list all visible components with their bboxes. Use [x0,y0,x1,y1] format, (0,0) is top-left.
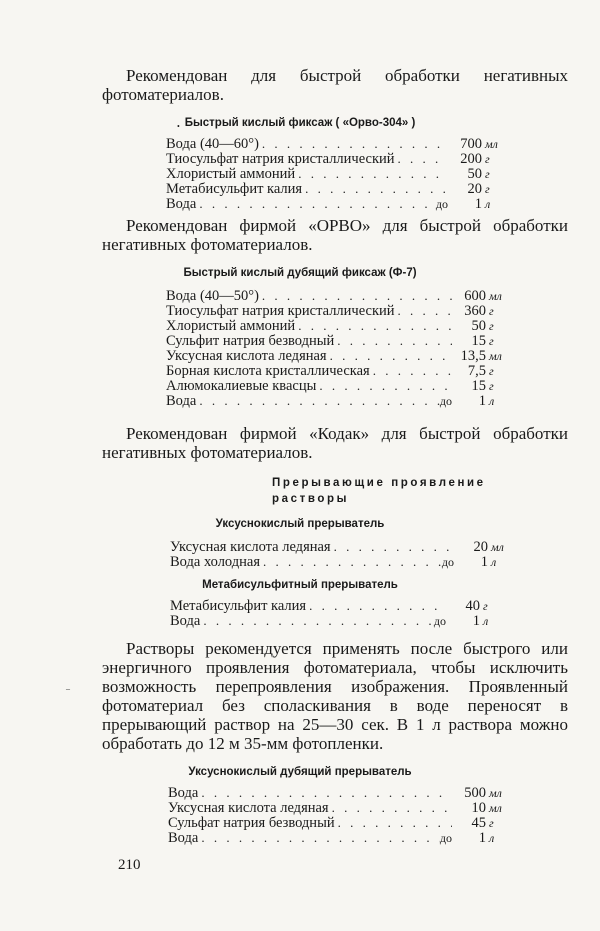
leader-dots [395,303,452,318]
ingredient-unit: г [485,182,490,196]
ingredient-amount: 1 [480,554,488,570]
heading-acetic-hardening-stop-bath: Уксуснокислый дубящий прерыватель [188,766,412,778]
section-title-line-2: растворы [272,493,350,505]
ingredient-name: Уксусная кислота ледяная [168,800,329,816]
recipe-row [168,815,506,830]
leader-dots [259,136,448,151]
ingredient-unit: г [489,364,494,378]
ingredient-unit: мл [489,289,502,303]
ingredient-amount: 50 [471,318,486,334]
ingredient-name: Уксусная кислота ледяная [166,348,327,364]
ingredient-amount: 1 [472,613,480,629]
ingredient-amount: 1 [474,196,482,212]
recipe-row [170,554,508,569]
section-title-line-1: Прерывающие проявление [272,477,486,489]
ingredient-amount: 7,5 [467,363,486,379]
recipe-row [170,598,500,613]
recipe-row [166,348,506,363]
ingredient-amount: 15 [471,378,486,394]
recipe-row [168,830,506,845]
recipe-row [168,800,506,815]
ingredient-amount: 50 [467,166,482,182]
ingredient-name: Вода (40—50°) [166,288,259,304]
prefix-up-to: до [441,555,454,569]
ingredient-unit: мл [485,137,498,151]
paragraph-recommendation-2: Рекомендован фирмой «ОРВО» для быстрой обработки негативных фотоматериалов. [102,216,568,254]
ingredient-name: Вода [168,785,199,801]
ingredient-amount: 10 [471,800,486,816]
leader-dots [306,598,446,613]
ingredient-unit: мл [489,801,502,815]
recipe-row [168,785,506,800]
ingredient-unit: г [489,334,494,348]
recipe-row [166,151,502,166]
ingredient-unit: мл [491,540,504,554]
ingredient-amount: 20 [467,181,482,197]
leader-dots [259,288,452,303]
heading-fixer-orwo-304: Быстрый кислый фиксаж ( «Орво-304» ) [184,117,416,129]
recipe-row [166,181,502,196]
recipe-row [166,318,506,333]
leader-dots [395,151,448,166]
prefix-up-to: до [433,614,446,628]
ingredient-name: Алюмокалиевые квасцы [166,378,317,394]
ingredient-amount: 200 [460,151,482,167]
recipe-row [170,539,508,554]
recipe-row [166,333,506,348]
paragraph-recommendation-1: Рекомендован для быстрой обработки негативных фотоматериалов. [102,66,568,104]
ingredient-unit: л [489,394,495,408]
recipe-table-fixer-f7 [166,288,506,408]
print-speck: – [66,684,70,693]
ingredient-unit: мл [489,786,502,800]
ingredient-unit: г [489,304,494,318]
ingredient-name: Вода [166,393,197,409]
ingredient-name: Вода [168,830,199,846]
recipe-row [166,136,502,151]
ingredient-name: Метабисульфит калия [170,598,307,614]
ingredient-amount: 1 [478,393,486,409]
prefix-up-to: до [439,831,452,845]
recipe-table-fixer-orwo-304 [166,136,502,211]
prefix-up-to: до [435,197,448,211]
ingredient-name: Тиосульфат натрия кристаллический [166,303,395,319]
ingredient-amount: 45 [471,815,486,831]
ingredient-name: Вода [170,613,201,629]
leader-dots [331,539,454,554]
recipe-table-metabisulfite-stop-bath [170,598,500,628]
page-number: 210 [118,857,141,873]
recipe-row [170,613,500,628]
ingredient-name: Борная кислота кристаллическая [166,363,370,379]
ingredient-amount: 20 [473,539,488,555]
recipe-row [166,303,506,318]
heading-acetic-stop-bath: Уксуснокислый прерыватель [215,518,385,530]
ingredient-amount: 40 [465,598,480,614]
ingredient-name: Тиосульфат натрия кристаллический [166,151,395,167]
ingredient-unit: л [485,197,491,211]
leader-dots [370,363,452,378]
ingredient-name: Сульфат натрия безводный [168,815,335,831]
ingredient-amount: 1 [478,830,486,846]
ingredient-unit: г [489,379,494,393]
paragraph-stop-bath-usage: Растворы рекомендуется применять после быстрого или энергичного проявления фотоматериала, чтобы исключить возможность перепроявления изображения. Проявленный фотоматериал без споласкивания в воде переносят в прерывающий раствор на 25—30 сек. В 1 л раствора можно обработать до 12 м 35-мм фотопленки. [102,639,568,753]
ingredient-amount: 600 [464,288,486,304]
leader-dots [198,785,452,800]
heading-metabisulfite-stop-bath: Метабисульфитный прерыватель [202,579,398,591]
leader-dots [260,554,442,569]
ingredient-name: Хлористый аммоний [166,318,296,334]
ingredient-amount: 13,5 [460,348,486,364]
ingredient-unit: г [485,152,490,166]
recipe-row [166,378,506,393]
leader-dots [334,333,452,348]
leader-dots [200,613,434,628]
leader-dots [196,196,436,211]
ingredient-name: Хлористый аммоний [166,166,296,182]
ingredient-unit: мл [489,349,502,363]
ingredient-unit: г [485,167,490,181]
recipe-row [166,393,506,408]
prefix-up-to: до [439,394,452,408]
paragraph-recommendation-3: Рекомендован фирмой «Кодак» для быстрой обработки негативных фотоматериалов. [102,424,568,462]
ingredient-name: Вода (40—60°) [166,136,259,152]
recipe-table-acetic-hardening-stop-bath [168,785,506,845]
leader-dots [198,830,440,845]
ingredient-name: Сульфит натрия безводный [166,333,335,349]
recipe-row [166,196,502,211]
leader-dots [295,318,452,333]
leader-dots [327,348,452,363]
ingredient-name: Вода холодная [170,554,261,570]
recipe-row [166,166,502,181]
heading-fixer-f7: Быстрый кислый дубящий фиксаж (Ф-7) [183,267,417,279]
ingredient-unit: г [489,319,494,333]
leader-dots [335,815,452,830]
print-speck: • [177,122,180,131]
leader-dots [196,393,440,408]
leader-dots [295,166,448,181]
ingredient-amount: 360 [464,303,486,319]
leader-dots [302,181,448,196]
ingredient-name: Уксусная кислота ледяная [170,539,331,555]
ingredient-amount: 500 [464,785,486,801]
ingredient-unit: г [483,599,488,613]
ingredient-unit: г [489,816,494,830]
ingredient-amount: 15 [471,333,486,349]
ingredient-unit: л [489,831,495,845]
leader-dots [316,378,452,393]
section-title-stop-baths [272,475,486,507]
ingredient-name: Метабисульфит калия [166,181,303,197]
recipe-row [166,363,506,378]
ingredient-unit: л [483,614,489,628]
leader-dots [329,800,452,815]
ingredient-amount: 700 [460,136,482,152]
ingredient-unit: л [491,555,497,569]
recipe-table-acetic-stop-bath [170,539,508,569]
ingredient-name: Вода [166,196,197,212]
recipe-row [166,288,506,303]
